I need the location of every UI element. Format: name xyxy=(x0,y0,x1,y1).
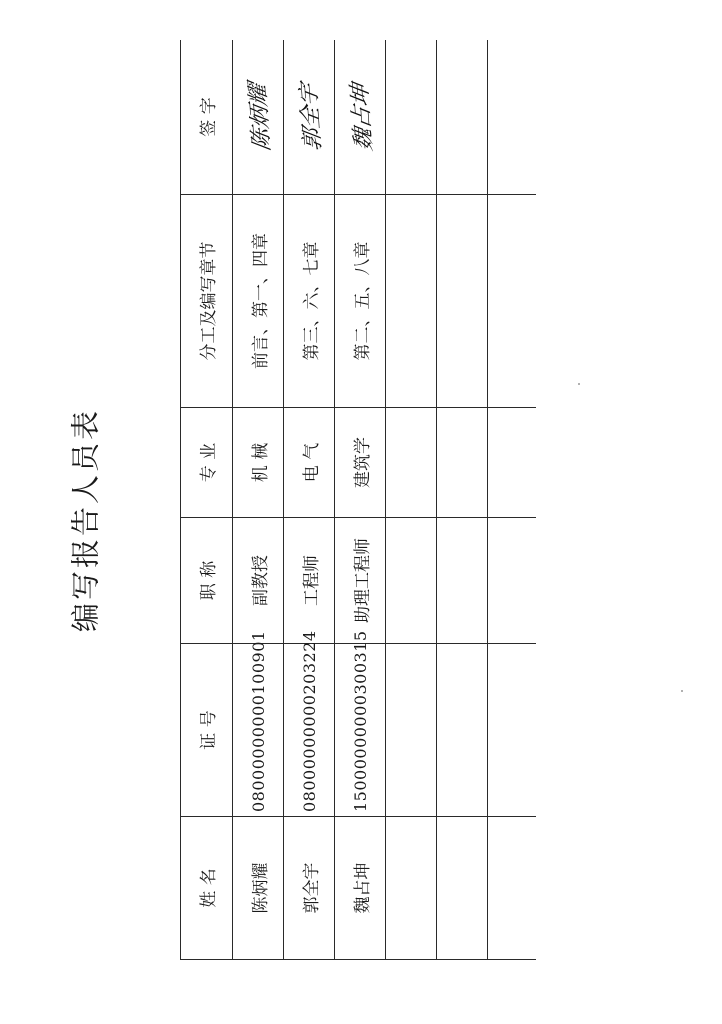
cell-major: 机 械 xyxy=(233,408,284,518)
cell-tasks: 前言、第一、四章 xyxy=(233,195,284,408)
cell-name: 陈炳耀 xyxy=(233,817,284,960)
cell-tasks: 第二、五、八章 xyxy=(335,195,386,408)
handwritten-signature: 魏占坤 xyxy=(347,82,377,153)
cell-cert-no: 08000000000203224 xyxy=(284,644,335,817)
cell-position: 助理工程师 xyxy=(335,518,386,644)
header-position: 职 称 xyxy=(181,518,233,644)
empty-row xyxy=(437,40,488,960)
header-major: 专 业 xyxy=(181,408,233,518)
table-row xyxy=(233,40,284,960)
table-row xyxy=(284,40,335,960)
cell-cert-no: 15000000000300315 xyxy=(335,644,386,817)
table-row xyxy=(335,40,386,960)
scan-speck xyxy=(578,383,580,385)
cell-tasks: 第三、六、七章 xyxy=(284,195,335,408)
header-signature: 签 字 xyxy=(181,40,233,195)
handwritten-signature: 陈炳耀 xyxy=(245,82,275,153)
empty-row xyxy=(386,40,437,960)
cell-signature xyxy=(335,40,386,195)
staff-table-rotated xyxy=(180,40,536,960)
cell-position: 工程师 xyxy=(284,518,335,644)
empty-row xyxy=(488,40,537,960)
table-header-row xyxy=(181,40,233,960)
cell-name: 魏占坤 xyxy=(335,817,386,960)
cell-position: 副教授 xyxy=(233,518,284,644)
cell-major: 电 气 xyxy=(284,408,335,518)
staff-table-container xyxy=(180,40,536,960)
cell-major: 建筑学 xyxy=(335,408,386,518)
header-name: 姓 名 xyxy=(181,817,233,960)
cell-cert-no: 08000000000100901 xyxy=(233,644,284,817)
header-tasks: 分工及编写章节 xyxy=(181,195,233,408)
staff-table xyxy=(180,40,536,960)
handwritten-signature: 郭全宇 xyxy=(296,82,326,153)
cell-signature xyxy=(233,40,284,195)
scan-speck xyxy=(681,690,683,692)
cell-name: 郭全宇 xyxy=(284,817,335,960)
header-cert-no: 证 号 xyxy=(181,644,233,817)
page-title: 编写报告人员表 xyxy=(68,407,103,633)
cell-signature xyxy=(284,40,335,195)
